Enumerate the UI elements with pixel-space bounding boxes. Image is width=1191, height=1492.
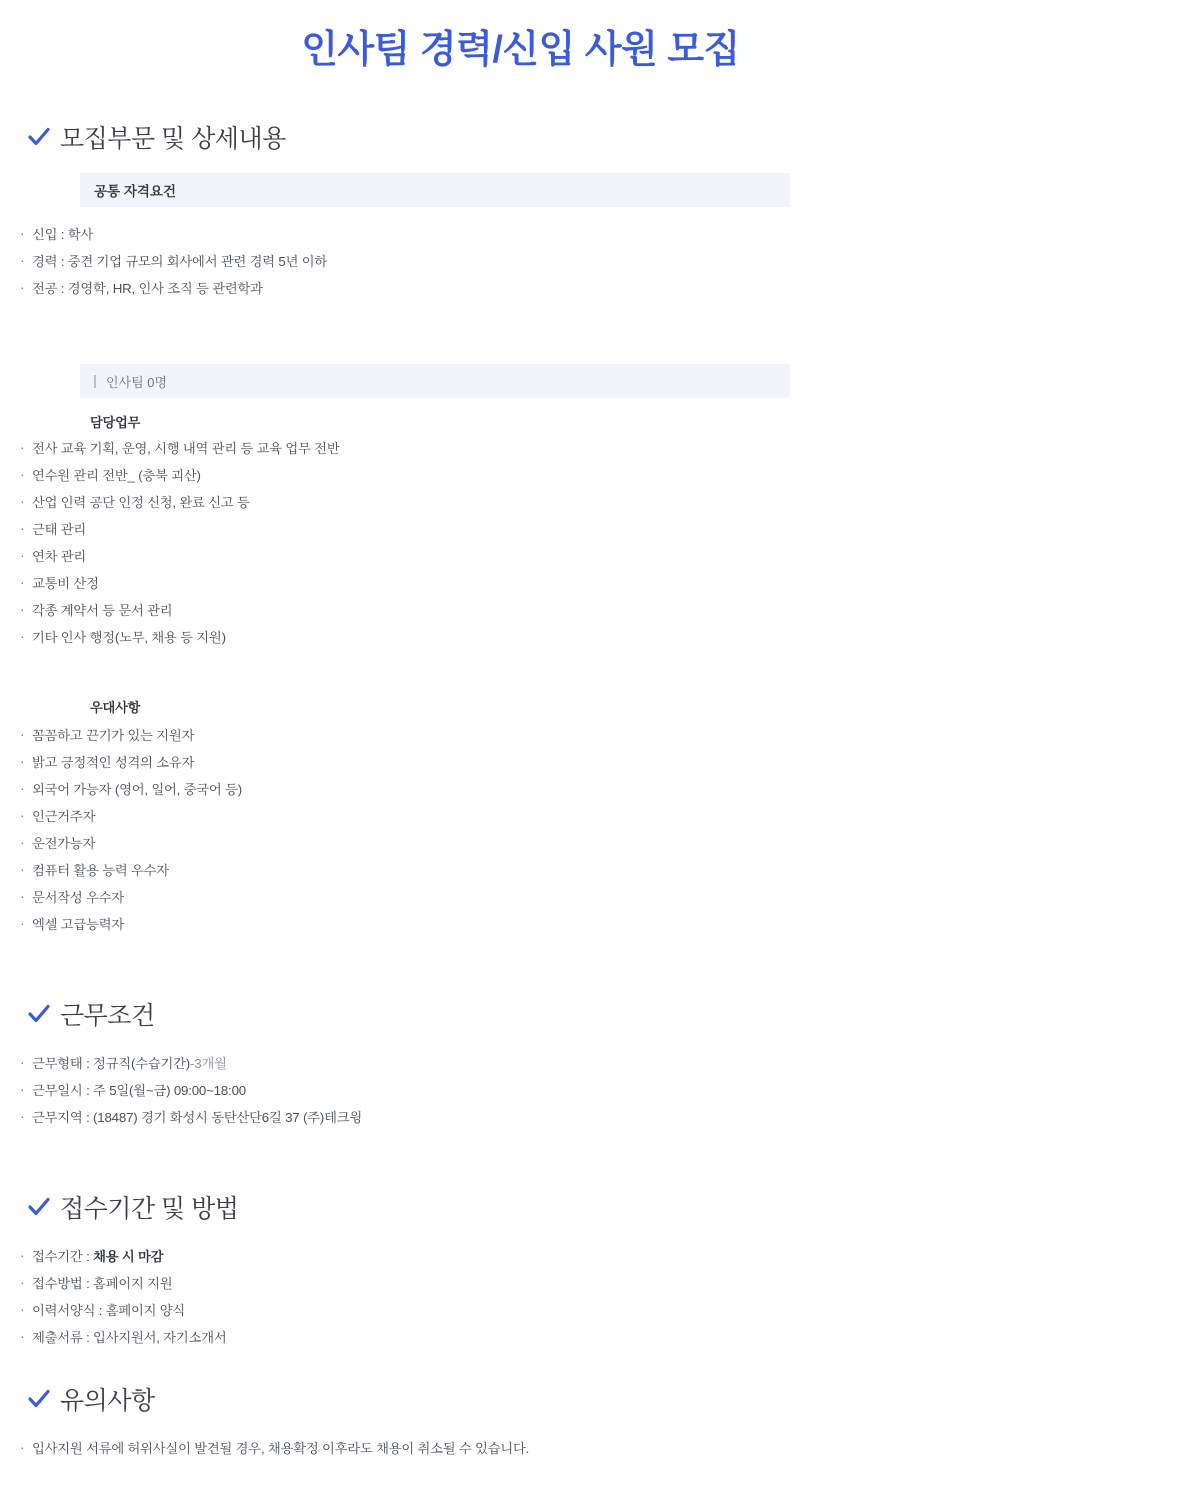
- preference-list: [20, 722, 1171, 938]
- work-conditions-list: [20, 1050, 1171, 1131]
- check-icon: [28, 1196, 50, 1218]
- list-item: · 외국어 가능자 (영어, 일어, 중국어 등): [20, 776, 1171, 803]
- list-item: · 연차 관리: [20, 543, 1171, 570]
- section-header-recruit: [28, 119, 1171, 155]
- list-item: [20, 1050, 1171, 1077]
- list-item: · 각종 계약서 등 문서 관리: [20, 597, 1171, 624]
- check-icon: [28, 126, 50, 148]
- check-icon: [28, 1388, 50, 1410]
- list-item: · 밝고 긍정적인 성격의 소유자: [20, 749, 1171, 776]
- section-header-work-conditions: [28, 996, 1171, 1032]
- work-type-text: 근무형태 : 정규직(수습기간): [32, 1056, 191, 1071]
- list-item: · 제출서류 : 입사지원서, 자기소개서: [20, 1324, 1171, 1351]
- duty-list: [20, 435, 1171, 651]
- list-item: · 경력 : 중견 기업 규모의 회사에서 관련 경력 5년 이하: [20, 248, 1171, 275]
- list-item: · 접수방법 : 홈페이지 지원: [20, 1270, 1171, 1297]
- band-accent-bar: [94, 375, 96, 388]
- duty-title: 담당업무: [90, 415, 141, 430]
- section-title: 모집부문 및 상세내용: [60, 125, 286, 153]
- list-item: [20, 1243, 1171, 1270]
- list-item: · 교통비 산정: [20, 570, 1171, 597]
- section-title: 접수기간 및 방법: [60, 1195, 239, 1223]
- list-item: · 근태 관리: [20, 516, 1171, 543]
- preference-title: 우대사항: [90, 700, 141, 715]
- apply-list: [20, 1243, 1171, 1351]
- list-item: · 기타 인사 행정(노무, 채용 등 지원): [20, 624, 1171, 651]
- list-item: · 전공 : 경영학, HR, 인사 조직 등 관련학과: [20, 275, 1171, 302]
- list-item: · 산업 인력 공단 인정 신청, 완료 신고 등: [20, 489, 1171, 516]
- common-requirements-band: [80, 173, 790, 207]
- work-type-suffix: -3개월: [190, 1056, 227, 1071]
- section-title: 유의사항: [60, 1387, 155, 1415]
- list-item: · 운전가능자: [20, 830, 1171, 857]
- list-item: · 근무지역 : (18487) 경기 화성시 동탄산단6길 37 (주)테크윙: [20, 1104, 1171, 1131]
- section-header-apply: [28, 1189, 1171, 1225]
- common-requirements-label: 공통 자격요건: [94, 184, 176, 199]
- apply-period-label: 접수기간 :: [32, 1249, 94, 1264]
- list-item: · 입사지원 서류에 허위사실이 발견될 경우, 채용확정 이후라도 채용이 취소될 수 있습니다.: [20, 1435, 1171, 1462]
- list-item: · 컴퓨터 활용 능력 우수자: [20, 857, 1171, 884]
- job-posting-page: [0, 18, 1191, 1492]
- team-headcount-label: 인사팀 0명: [106, 374, 168, 390]
- section-header-notice: [28, 1381, 1171, 1417]
- list-item: · 근무일시 : 주 5일(월~금) 09:00~18:00: [20, 1077, 1171, 1104]
- list-item: · 인근거주자: [20, 803, 1171, 830]
- list-item: · 꼼꼼하고 끈기가 있는 지원자: [20, 722, 1171, 749]
- notice-list: [20, 1435, 1171, 1462]
- list-item: · 전사 교육 기획, 운영, 시행 내역 관리 등 교육 업무 전반: [20, 435, 1171, 462]
- check-icon: [28, 1003, 50, 1025]
- list-item: · 엑셀 고급능력자: [20, 911, 1171, 938]
- common-requirements-list: [20, 221, 1171, 302]
- list-item: · 문서작성 우수자: [20, 884, 1171, 911]
- list-item: · 신입 : 학사: [20, 221, 1171, 248]
- list-item: · 연수원 관리 전반_ (충북 괴산): [20, 462, 1171, 489]
- apply-period-value: 채용 시 마감: [93, 1249, 164, 1264]
- list-item: · 이력서양식 : 홈페이지 양식: [20, 1297, 1171, 1324]
- team-headcount-band: [80, 364, 790, 398]
- page-title: 인사팀 경력/신입 사원 모집: [301, 29, 740, 71]
- section-title: 근무조건: [60, 1002, 155, 1030]
